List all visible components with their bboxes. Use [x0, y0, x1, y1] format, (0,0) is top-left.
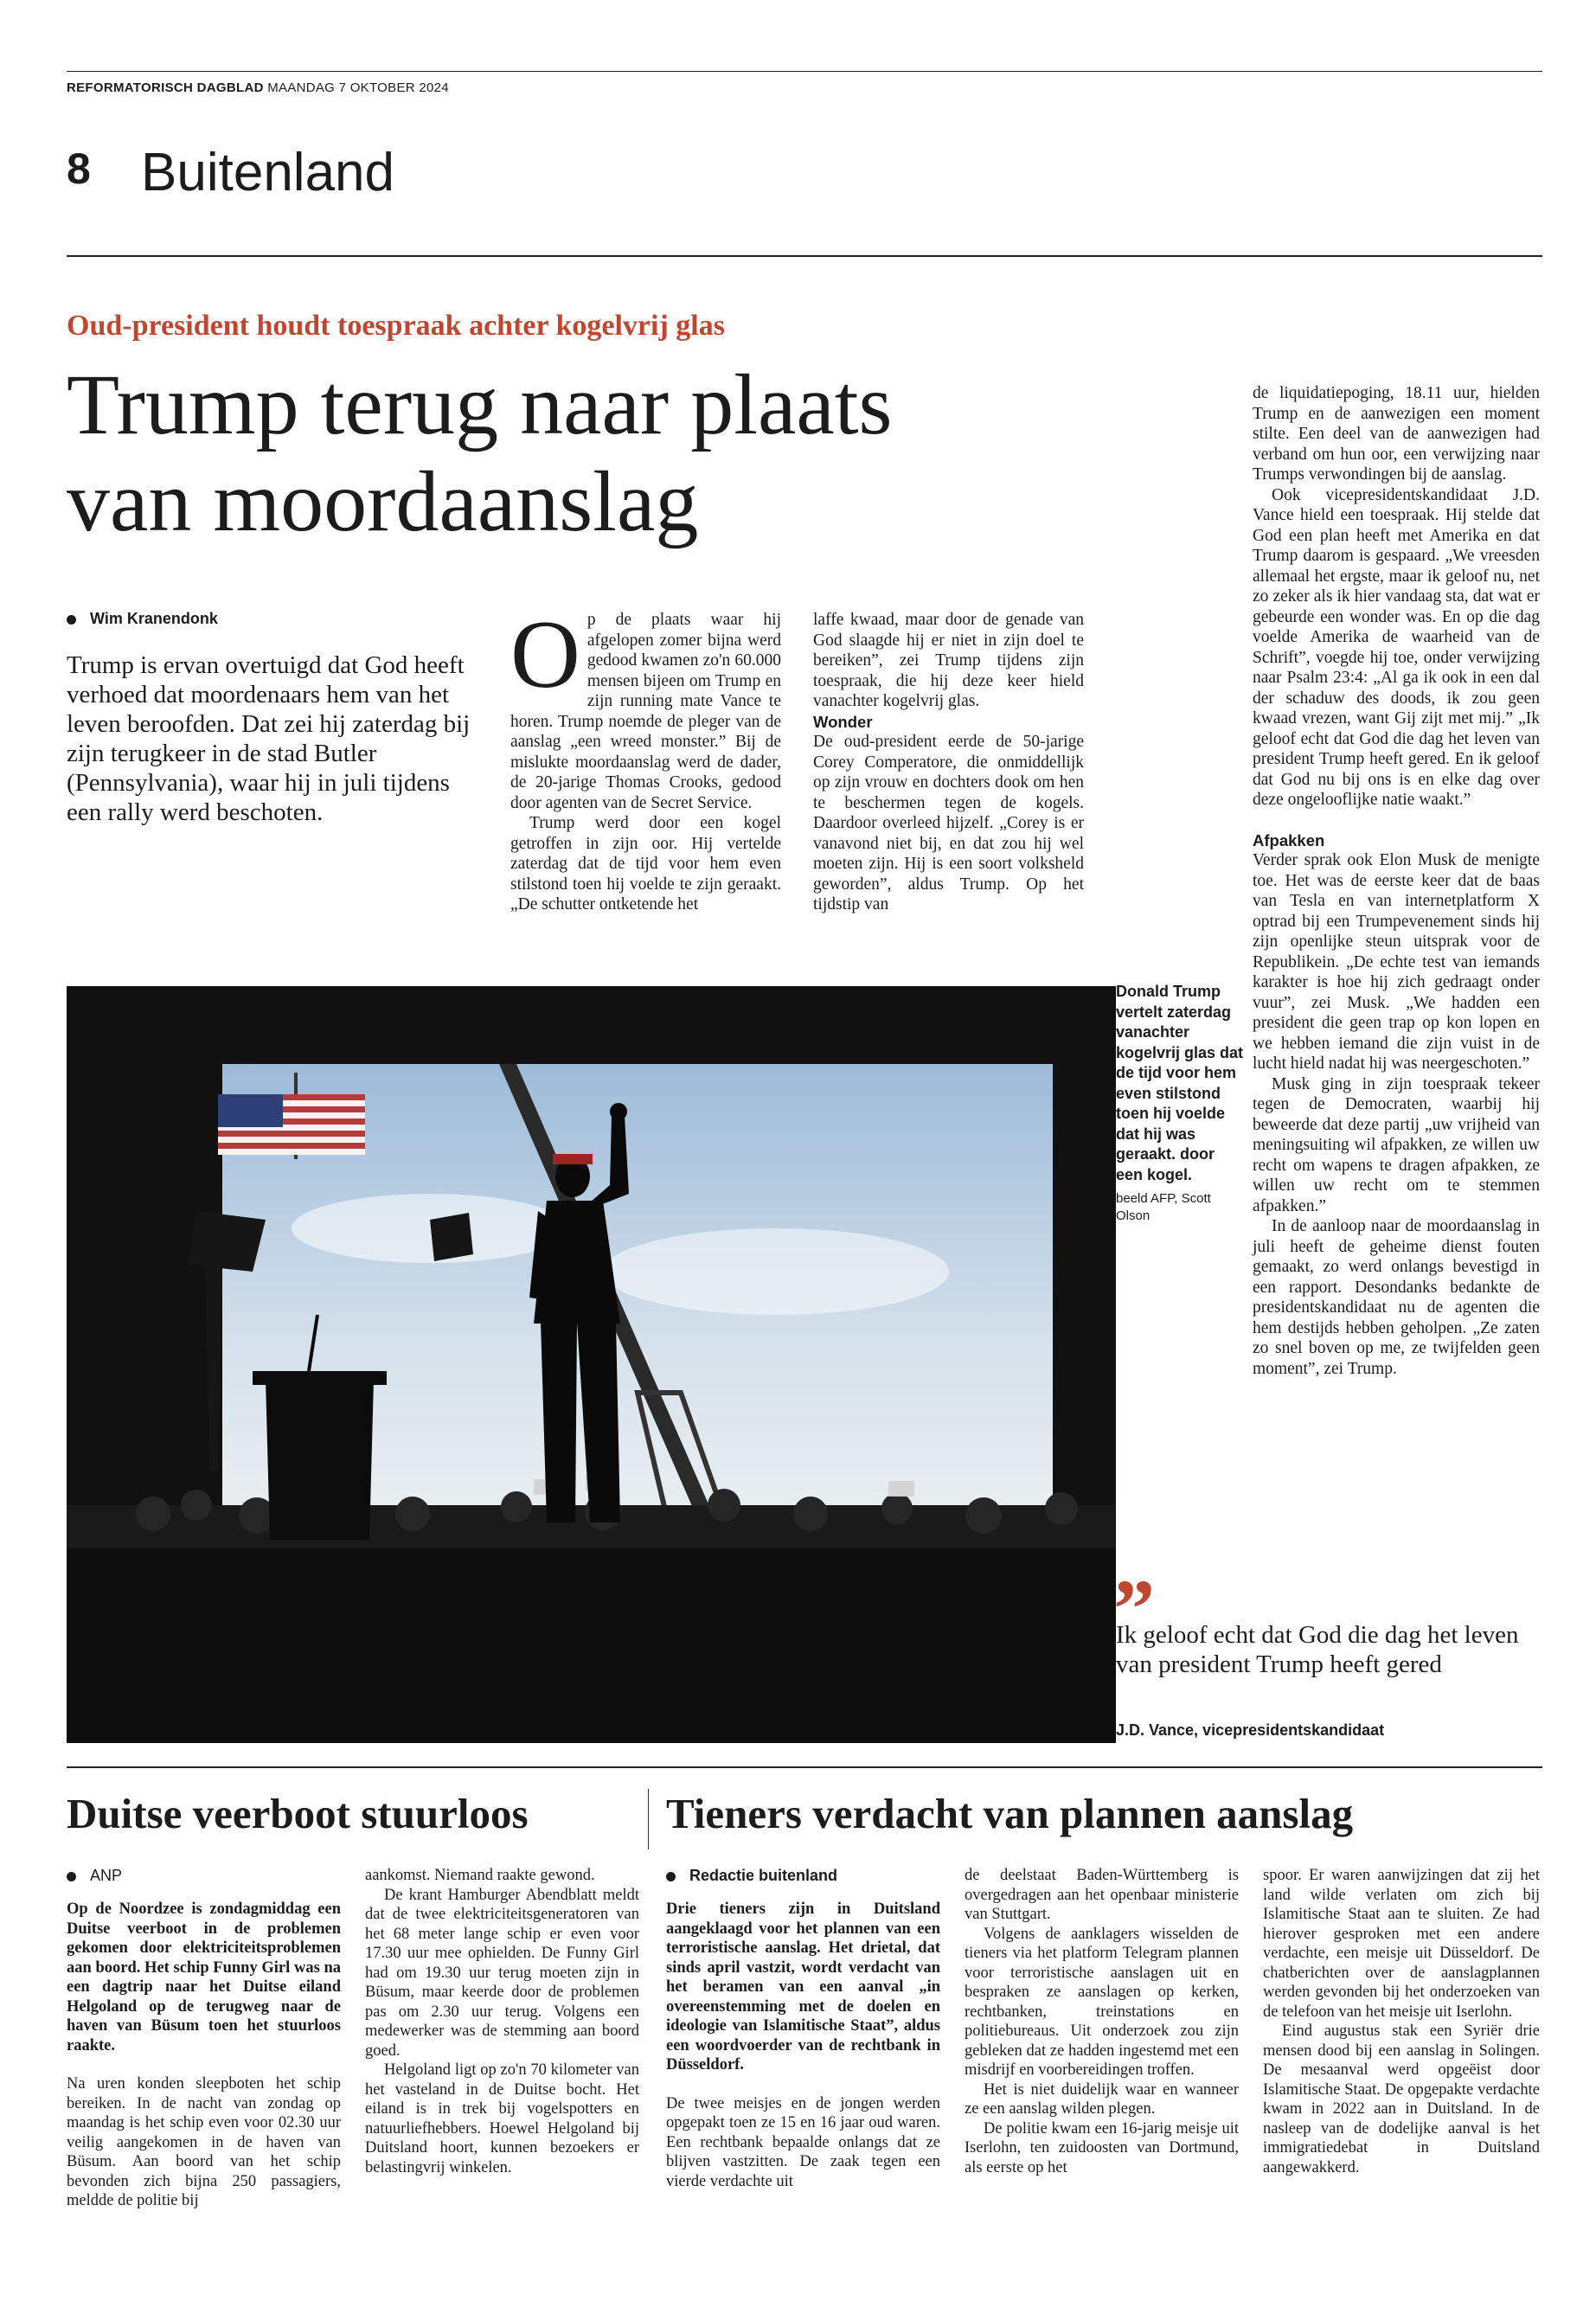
paragraph: aankomst. Niemand raakte gewond. — [365, 1867, 595, 1884]
photo-credit: beeld AFP, Scott Olson — [1116, 1191, 1211, 1223]
headline-line-2: van moordaanslag — [67, 453, 699, 549]
subheading: Wonder — [813, 712, 873, 731]
intro: Trump is ervan overtuigd dat God heeft verhoed dat moordenaars hem van het leven beroofden. Dat zei hij zaterdag bij zijn terugkeer in de stad Butler (Pennsylvania), waar hij in juli tijdens een rally werd beschoten. — [67, 651, 471, 826]
paragraph: De krant Hamburger Abendblatt meldt dat de twee elektriciteitsgeneratoren van het 68 meter lange schip er even voor 17.30 uur mee ophielden. De Funny Girl had om 19.30 uur terug moeten zijn in Büsum, maar keerde door de problemen pas om 2.30 uur terug. Volgens een medewerker was de stemming aan boord goed. — [365, 1886, 639, 2060]
headline-line-1: Trump terug naar plaats — [67, 356, 893, 452]
paper-name: REFORMATORISCH DAGBLAD — [67, 80, 264, 95]
paragraph: Trump werd door een kogel getroffen in zijn oor. Hij vertelde zaterdag dat de tijd voor hem even stilstond toen hij voelde te zijn geraakt. „De schutter ontketende het — [510, 814, 781, 913]
desk: Redactie buitenland — [689, 1867, 838, 1884]
teens-headline: Tieners verdacht van plannen aanslag — [666, 1790, 1354, 1837]
paragraph: Musk ging in zijn toespraak tekeer tegen de Democraten, waarbij hij beweerde dat deze partij „uw vrijheid van meningsuiting wil afpakken, ze willen uw recht om wapens te dragen afpakken, ze willen uw recht om te stemmen afpakken.” — [1253, 1074, 1540, 1215]
rally-photo — [67, 986, 1116, 1743]
paragraph: Ook vicepresidentskandidaat J.D. Vance hield een toespraak. Hij stelde dat God een plan heeft met Amerika en dat Trump daarom is gespaard. „We vreesden allemaal het ergste, maar ik geloof nu, net zo zeker als ik hier vandaag sta, dat wat er gebeurde een wonder was. En op die dag voelde Amerika de waarheid van de Schrift”, voegde hij toe, onder verwijzing naar Psalm 23:4: „Al ga ik ook in een dal der schaduw des doods, ik zou geen kwaad vrezen, want Gij zijt met mij.” „Ik geloof echt dat God die dag het leven van president Trump heeft gered. En ik geloof dat God nu bij ons is en elke dag over deze ongelooflijke natie waakt.” — [1253, 485, 1540, 809]
paragraph: Verder sprak ook Elon Musk de menigte toe. Het was de eerste keer dat de baas van Tesla en van internetplatform X optrad bij een Trumpevenement sinds hij zijn openlijke steun uitsprak voor de Republikein. „De echte test van iemands karakter is hoe hij zich gedraagt onder vuur”, zei Musk. „We hadden een president die geen trap op kon lopen en we hebben iemand die zijn vuist in de lucht hield nadat hij was neergeschoten.” — [1253, 851, 1540, 1073]
bullet-icon — [67, 1872, 76, 1881]
paragraph: In de aanloop naar de moordaanslag in juli heeft de geheime dienst fouten gemaakt, zo werd onlangs bevestigd in een rapport. Desondanks bedankte de presidentskandidaat nu de agenten die hem destijds hebben geholpen. „Ze zaten zo snel boven op me, ze twijfelden geen moment”, zei Trump. — [1253, 1217, 1540, 1378]
quote-mark-icon: ” — [1113, 1562, 1155, 1655]
kicker: Oud-president houdt toespraak achter kogelvrij glas — [67, 310, 725, 342]
lead-paragraph: Drie tieners zijn in Duitsland aangeklaagd voor het plannen van een terroristische aanslag. Het drietal, dat sinds april vastzit, wordt verdacht van het beramen van een aanval „in overeenstemming met de doelen en ideologie van Islamitische Staat”, aldus een woordvoerder van de rechtbank in Düsseldorf. — [666, 1900, 940, 2073]
rally-photo-illustration — [67, 986, 1116, 1743]
article-column-2 — [813, 610, 1084, 915]
ferry-headline: Duitse veerboot stuurloos — [67, 1790, 529, 1837]
masthead — [67, 80, 449, 95]
byline — [67, 610, 218, 628]
lead-paragraph: Op de Noordzee is zondagmiddag een Duitse veerboot in de problemen gekomen door elektriciteitsproblemen aan boord. Het schip Funny Girl was na een dagtrip naar het Duitse eiland Helgoland op de terugweg naar de haven van Büsum toen het stuurloos raakte. — [67, 1900, 341, 2054]
paragraph-text: p de plaats waar hij afgelopen zomer bijna werd gedood kwamen zo'n 60.000 mensen bijeen om Trump en zijn running mate Vance te horen. Trump noemde de pleger van de aanslag „een wreed monster.” Bij de mislukte moordaanslag werd de dader, de 20-jarige Thomas Crooks, gedood door agenten van de Secret Service. — [510, 611, 781, 812]
ferry-byline — [67, 1867, 122, 1885]
article-column-1 — [510, 601, 781, 915]
page-number: 8 — [67, 144, 91, 193]
paragraph: Het is niet duidelijk waar en wanneer ze een aanslag wilden plegen. — [965, 2080, 1239, 2118]
paragraph: Helgoland ligt op zo'n 70 kilometer van het vasteland in de Duitse bocht. Het eiland is in trek bij vogelspotters en natuurliefhebbers. Hoewel Helgoland bij Duitsland hoort, kunnen bezoekers er belastingvrij winkelen. — [365, 2061, 639, 2176]
quote-source: J.D. Vance, vicepresidentskandidaat — [1116, 1721, 1385, 1739]
bullet-icon — [666, 1872, 676, 1881]
edition-date: MAANDAG 7 OKTOBER 2024 — [267, 80, 449, 95]
paragraph: De oud-president eerde de 50-jarige Corey Comperatore, die onmiddellijk op zijn vrouw en dochters dook om hen te beschermen tegen de kogels. Daardoor overleed hijzelf. „Corey is er vanavond niet bij, en dat zou hij wel moeten zijn. Hij is een soort volksheld geworden”, aldus Trump. Op het tijdstip van — [813, 733, 1084, 913]
author: Wim Kranendonk — [90, 610, 218, 627]
teens-byline — [666, 1867, 837, 1885]
paragraph: spoor. Er waren aanwijzingen dat zij het land wilde verlaten om zich bij Islamitische Staat aan te sluiten. Ze had hierover gesproken met een andere verdachte, een meisje uit Düsseldorf. De chatberichten over de aanslagplannen werden gevonden bij het onderzoeken van de telefoon van het meisje uit Iserlohn. — [1263, 1867, 1540, 2021]
bottom-rule — [67, 1766, 1542, 1768]
paragraph: de liquidatiepoging, 18.11 uur, hielden Trump en de aanwezigen een moment stilte. Een deel van de aanwezigen had verband om hun oor, een verwijzing naar Trumps verwondingen bij de aanslag. — [1253, 384, 1540, 484]
column-divider — [648, 1789, 649, 1849]
headline — [67, 356, 1174, 550]
ferry-column-2 — [365, 1866, 639, 2177]
pull-quote: Ik geloof echt dat God die dag het leven van president Trump heeft gered — [1116, 1621, 1519, 1678]
section-title: Buitenland — [141, 143, 395, 202]
paragraph: Eind augustus stak een Syriër drie mensen dood bij een aanslag in Solingen. De mesaanval werd opgeëist door Islamitische Staat. De opgepakte verdachte kwam in 2022 aan in Duitsland. In de nasleep van de dodelijke aanval is het immigratiedebat in Duitsland aangewakkerd. — [1263, 2022, 1540, 2176]
teens-column-3 — [1263, 1866, 1540, 2177]
paragraph: De twee meisjes en de jongen werden opgepakt toen ze 15 en 16 jaar oud waren. Een rechtbank bepaalde onlangs dat ze blijven vastzitten. De zaak tegen een vierde verdachte uit — [666, 2094, 940, 2190]
agency: ANP — [90, 1867, 123, 1884]
paragraph — [510, 601, 781, 813]
paragraph: de deelstaat Baden-Württemberg is overgedragen aan het openbaar ministerie van Stuttgart. — [965, 1867, 1239, 1923]
paragraph: Na uren konden sleepboten het schip bereiken. In de nacht van zondag op maandag is het schip even voor 02.30 uur veilig aangekomen in de haven van Büsum. Aan boord van het schip bevonden zich bijna 250 passagiers, meldde de politie bij — [67, 2075, 341, 2209]
paragraph: Volgens de aanklagers wisselden de tieners via het platform Telegram plannen voor terroristische aanslagen uit en bespraken ze aanslagen op kerken, rechtbanken, treinstations en politiebureaus. Uit onderzoek zou zijn gebleken dat ze hadden ingestemd met een misdrijf en voorbereidingen troffen. — [965, 1925, 1239, 2079]
teens-column-1 — [666, 1900, 940, 2191]
photo-caption: Donald Trump vertelt zaterdag vanachter kogelvrij glas dat de tijd voor hem even stilstond toen hij voelde dat hij was geraakt. door een kogel. — [1116, 983, 1244, 1183]
ferry-column-1 — [67, 1900, 341, 2211]
paragraph: laffe kwaad, maar door de genade van God slaagde hij er niet in zijn doel te bereiken”, zei Trump tijdens zijn toespraak, die hij deze keer hield vanachter kogelvrij glas. — [813, 611, 1084, 710]
subheading: Afpakken — [1253, 830, 1325, 849]
article-column-3 — [1253, 383, 1540, 1379]
top-rule — [67, 71, 1542, 72]
drop-cap: O — [510, 601, 580, 708]
section-rule — [67, 255, 1542, 257]
teens-column-2 — [965, 1866, 1239, 2177]
paragraph: De politie kwam een 16-jarig meisje uit Iserlohn, ten zuidoosten van Dortmund, als eerste op het — [965, 2119, 1239, 2176]
bullet-icon — [67, 615, 76, 625]
